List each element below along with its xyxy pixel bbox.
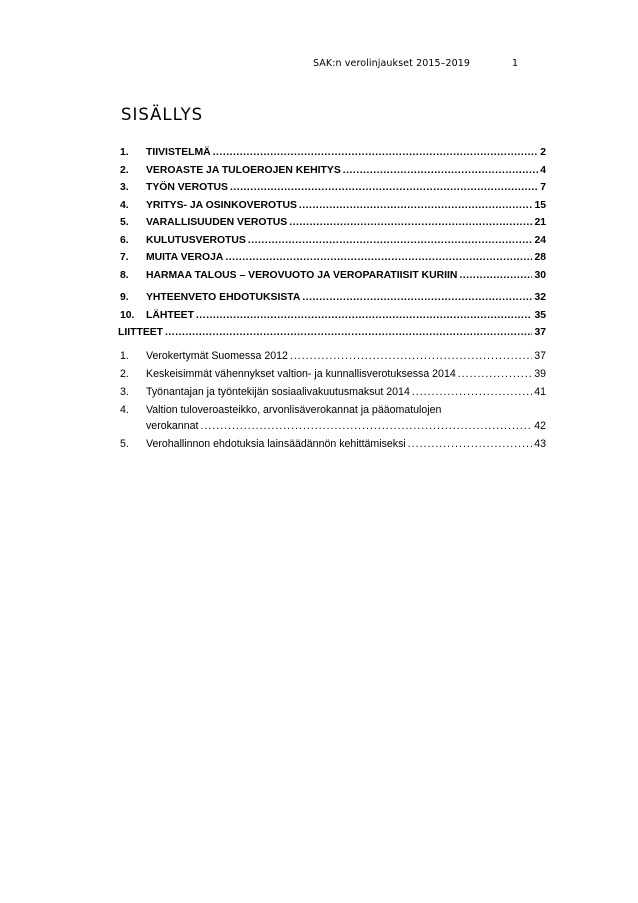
toc-entry-number: 6. bbox=[120, 235, 129, 246]
dot-leader bbox=[165, 326, 532, 340]
toc-entry-label: Valtion tuloveroasteikko, arvonlisäverokannat ja pääomatulojen bbox=[146, 404, 442, 416]
page-number: 1 bbox=[512, 58, 519, 69]
toc-entry-page: 37 bbox=[534, 350, 546, 362]
toc-entry-page: 15 bbox=[534, 200, 546, 211]
toc-entry-label: YHTEENVETO EHDOTUKSISTA bbox=[146, 292, 301, 303]
toc-entry-label: LIITTEET bbox=[118, 327, 164, 338]
toc-entry-page: 41 bbox=[534, 386, 546, 398]
toc-entry-label: YRITYS- JA OSINKOVEROTUS bbox=[146, 200, 297, 211]
toc-entry-page: 35 bbox=[534, 310, 546, 321]
toc-entry-yhteenveto[interactable] bbox=[120, 291, 546, 305]
toc-entry-page: 30 bbox=[534, 270, 546, 281]
toc-entry-number: 4. bbox=[120, 200, 129, 211]
toc-appendix-verokertymat[interactable] bbox=[120, 349, 546, 363]
toc-entry-yritys-osinkoverotus[interactable] bbox=[120, 199, 546, 213]
dot-leader bbox=[458, 367, 532, 381]
toc-entry-label: Verokertymät Suomessa 2012 bbox=[146, 350, 288, 362]
toc-entry-number: 3. bbox=[120, 182, 129, 193]
dot-leader bbox=[459, 269, 532, 283]
dot-leader bbox=[200, 419, 532, 433]
dot-leader bbox=[248, 234, 533, 248]
toc-entry-varallisuuden-verotus[interactable] bbox=[120, 216, 546, 230]
dot-leader bbox=[343, 164, 538, 178]
toc-entry-kulutusverotus[interactable] bbox=[120, 234, 546, 248]
toc-entry-label: MUITA VEROJA bbox=[146, 252, 224, 263]
toc-appendix-tuloveroasteikko[interactable] bbox=[120, 403, 546, 417]
toc-appendix-verohallinto[interactable] bbox=[120, 437, 546, 451]
toc-entry-page: 32 bbox=[534, 292, 546, 303]
toc-entry-page: 24 bbox=[534, 235, 546, 246]
dot-leader bbox=[213, 146, 539, 160]
dot-leader bbox=[230, 181, 538, 195]
toc-entry-label: KULUTUSVEROTUS bbox=[146, 235, 246, 246]
dot-leader bbox=[408, 437, 532, 451]
toc-entry-lahteet[interactable] bbox=[120, 309, 546, 323]
toc-entry-page: 7 bbox=[540, 182, 546, 193]
toc-entry-veroaste[interactable] bbox=[120, 164, 546, 178]
dot-leader bbox=[299, 199, 533, 213]
toc-entry-number: 9. bbox=[120, 292, 129, 303]
toc-entry-number: 5. bbox=[120, 217, 129, 228]
toc-entry-page: 39 bbox=[534, 368, 546, 380]
toc-entry-page: 42 bbox=[534, 420, 546, 432]
dot-leader bbox=[412, 385, 532, 399]
toc-entry-number: 10. bbox=[120, 310, 135, 321]
toc-entry-page: 43 bbox=[534, 438, 546, 450]
dot-leader bbox=[225, 251, 532, 265]
toc-entry-label: Keskeisimmät vähennykset valtion- ja kunnallisverotuksessa 2014 bbox=[146, 368, 456, 380]
toc-entry-number: 4. bbox=[120, 404, 129, 416]
toc-entry-label: Työnantajan ja työntekijän sosiaalivakuutusmaksut 2014 bbox=[146, 386, 410, 398]
toc-appendix-tuloveroasteikko-cont[interactable] bbox=[146, 419, 546, 433]
toc-heading: SISÄLLYS bbox=[121, 105, 204, 124]
toc-entry-liitteet[interactable] bbox=[118, 326, 546, 340]
toc-entry-label: LÄHTEET bbox=[146, 310, 194, 321]
toc-entry-number: 7. bbox=[120, 252, 129, 263]
toc-entry-number: 2. bbox=[120, 165, 129, 176]
toc-entry-page: 21 bbox=[534, 217, 546, 228]
toc-entry-label: TYÖN VEROTUS bbox=[146, 182, 228, 193]
page-header bbox=[0, 58, 638, 72]
toc-entry-page: 28 bbox=[534, 252, 546, 263]
toc-entry-harmaa-talous[interactable] bbox=[120, 269, 546, 283]
toc-entry-number: 3. bbox=[120, 386, 129, 398]
toc-entry-tiivistelma[interactable] bbox=[120, 146, 546, 160]
dot-leader bbox=[289, 216, 532, 230]
toc-entry-number: 5. bbox=[120, 438, 129, 450]
toc-entry-page: 2 bbox=[540, 147, 546, 158]
toc-entry-page: 4 bbox=[540, 165, 546, 176]
toc-entry-tyon-verotus[interactable] bbox=[120, 181, 546, 195]
dot-leader bbox=[196, 309, 533, 323]
document-title: SAK:n verolinjaukset 2015–2019 bbox=[313, 58, 471, 69]
toc-appendix-vahennykset[interactable] bbox=[120, 367, 546, 381]
toc-entry-page: 37 bbox=[534, 327, 546, 338]
toc-entry-label: VARALLISUUDEN VEROTUS bbox=[146, 217, 288, 228]
toc-entry-number: 2. bbox=[120, 368, 129, 380]
dot-leader bbox=[302, 291, 532, 305]
toc-entry-label: VEROASTE JA TULOEROJEN KEHITYS bbox=[146, 165, 341, 176]
dot-leader bbox=[290, 349, 532, 363]
toc-entry-label: HARMAA TALOUS – VEROVUOTO JA VEROPARATIISIT KURIIN bbox=[146, 270, 458, 281]
toc-entry-label: Verohallinnon ehdotuksia lainsäädännön kehittämiseksi bbox=[146, 438, 406, 450]
toc-entry-number: 1. bbox=[120, 350, 129, 362]
toc-appendix-sosiaalivakuutusmaksut[interactable] bbox=[120, 385, 546, 399]
toc-entry-label: TIIVISTELMÄ bbox=[146, 147, 211, 158]
toc-entry-label-continued: verokannat bbox=[146, 420, 199, 432]
toc-entry-muita-veroja[interactable] bbox=[120, 251, 546, 265]
toc-entry-number: 8. bbox=[120, 270, 129, 281]
toc-entry-number: 1. bbox=[120, 147, 129, 158]
